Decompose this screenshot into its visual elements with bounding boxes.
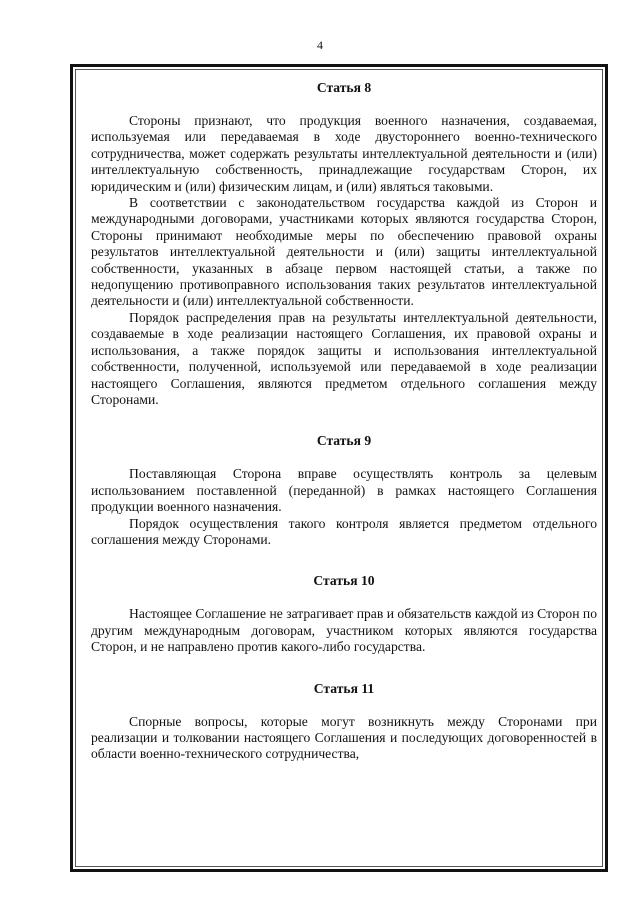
article-8-title: Статья 8: [316, 80, 372, 95]
article-11: [91, 680, 597, 763]
article-11-paragraph-1: Спорные вопросы, которые могут возникнуть между Сторонами при реализации и толковании настоящего Соглашения и последующих договоренностей в области военно-технического сотрудничества,: [91, 713, 597, 762]
article-8-paragraph-2: В соответствии с законодательством государства каждой из Сторон и международными договорами, участниками которых являются государства Сторон, Стороны принимают необходимые меры по обеспечению правовой охраны результатов интеллектуальной деятельности и (или) защиты интеллектуальной собственности, указанных в абзаце первом настоящей статьи, а также по недопущению противоправного использования таких результатов интеллектуальной деятельности и (или) интеллектуальной собственности.: [91, 195, 597, 309]
article-8-paragraph-1: Стороны признают, что продукция военного назначения, создаваемая, используемая или передаваемая в ходе двустороннего военно-технического сотрудничества, может содержать результаты интеллектуальной деятельности и (или) интеллектуальную собственность, принадлежащие государствам Сторон, их юридическим и (или) физическим лицам, и (или) являться таковыми.: [91, 113, 597, 194]
article-10: [91, 572, 597, 655]
article-9: [91, 432, 597, 548]
document-frame: [70, 64, 608, 872]
article-11-title: Статья 11: [313, 680, 375, 696]
article-9-paragraph-2: Порядок осуществления такого контроля является предметом отдельного соглашения между Сторонами.: [91, 515, 597, 547]
article-10-title: Статья 10: [313, 573, 375, 589]
article-9-paragraph-1: Поставляющая Сторона вправе осуществлять контроль за целевым использованием поставленной (переданной) в рамках настоящего Соглашения продукции военного назначения.: [91, 466, 597, 515]
article-8: [91, 79, 597, 408]
document-body: [91, 79, 597, 763]
article-9-title: Статья 9: [316, 433, 372, 449]
article-10-paragraph-1: Настоящее Соглашение не затрагивает прав и обязательств каждой из Сторон по другим международным договорам, участником которых являются государства Сторон, и не направлено против какого-либо государства.: [91, 606, 597, 655]
article-8-paragraph-3: Порядок распределения прав на результаты интеллектуальной деятельности, создаваемые в ходе реализации настоящего Соглашения, их правовой охраны и использования, а также порядок защиты и использования интеллектуальной собственности, полученной, используемой или передаваемой в ходе реализации настоящего Соглашения, являются предметом отдельного соглашения между Сторонами.: [91, 309, 597, 407]
page-number: 4: [317, 38, 323, 52]
